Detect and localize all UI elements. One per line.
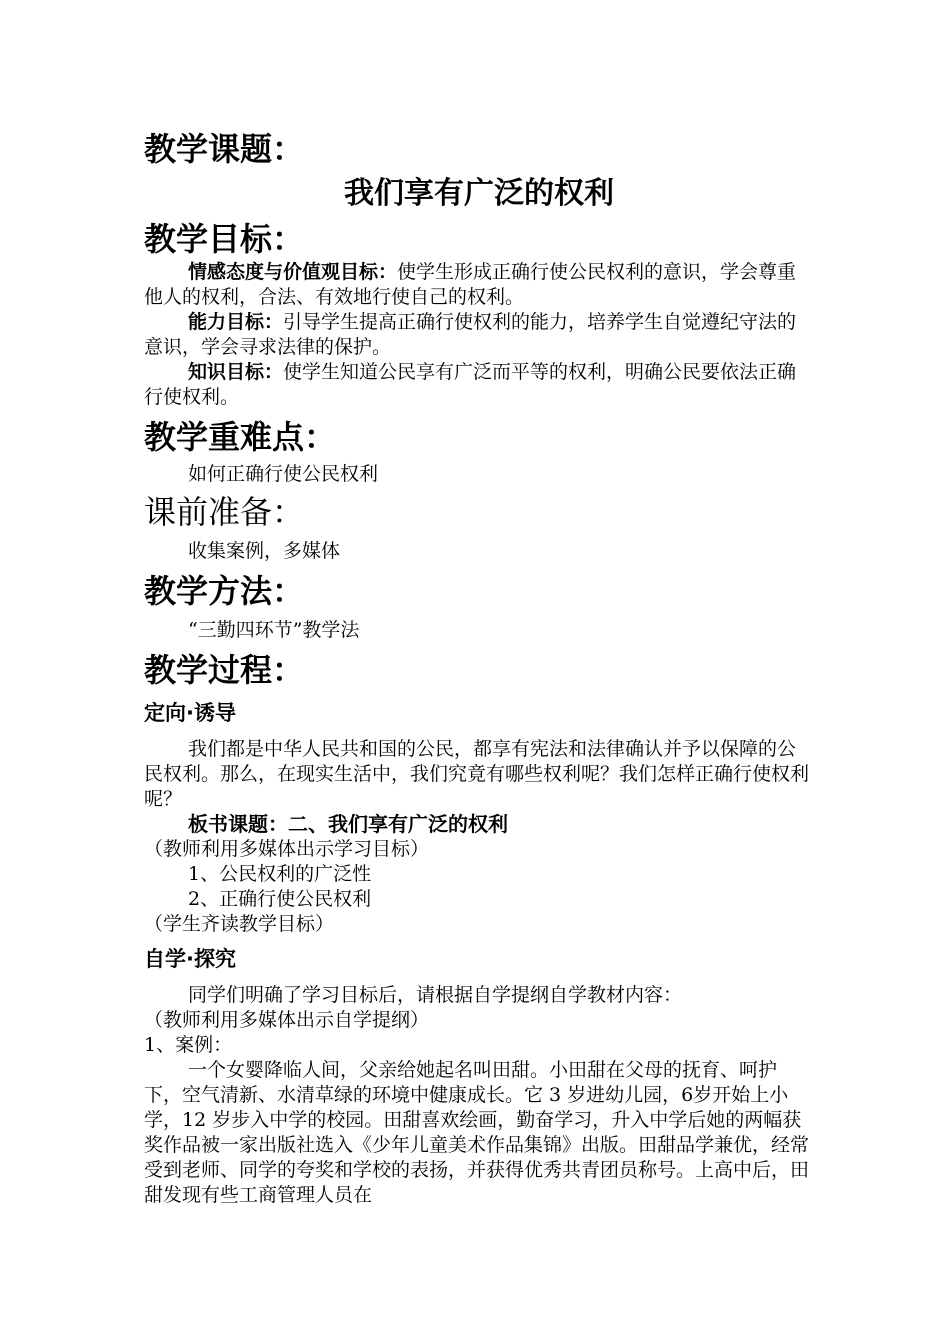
method-text: “三勤四环节”教学法 [188, 619, 360, 641]
heading-preparation: 课前准备： [144, 493, 305, 531]
section-orientation-intro: 我们都是中华人民共和国的公民，都享有宪法和法律确认并予以保障的公民权利。那么，在现实生活中，我们究竟有哪些权利呢？我们怎样正确行使权利呢？ [144, 738, 810, 810]
section-selfstudy-intro: 同学们明确了学习目标后，请根据自学提纲自学教材内容： [188, 984, 683, 1006]
goal-knowledge-label: 知识目标： [188, 361, 284, 383]
goal-knowledge-text: 使学生知道公民享有广泛而平等的权利，明确公民要依法正确行使权利。 [144, 361, 797, 408]
goal-emotion-label: 情感态度与价值观目标： [188, 261, 398, 283]
heading-process: 教学过程： [144, 651, 305, 689]
section-orientation-heading: 定向·诱导 [144, 701, 236, 725]
goal-emotion-text: 使学生形成正确行使公民权利的意识，学会尊重他人的权利，合法、有效地行使自己的权利。 [144, 261, 797, 308]
case-text: 一个女婴降临人间，父亲给她起名叫田甜。小田甜在父母的抚育、呵护下，空气清新、水清草绿的环境中健康成长。它 3 岁进幼儿园，6岁开始上小学，12 岁步入中学的校园。田甜喜欢绘画，勤奋学习，升入中学后她的两幅获奖作品被一家出版社选入《少年儿童美术作品集锦》出版。田甜品学兼优，经常受到老师、同学的夸奖和学校的表扬，并获得优秀共青团员称号。上高中后，田甜发现有些工商管理人员在 [144, 1059, 810, 1206]
note-read-objectives: （学生齐读教学目标） [144, 913, 335, 935]
objective-item-2: 2、正确行使公民权利 [188, 888, 372, 910]
preparation-text: 收集案例，多媒体 [188, 540, 341, 562]
section-selfstudy-heading: 自学·探究 [144, 947, 236, 971]
key-points-text: 如何正确行使公民权利 [188, 463, 379, 485]
goal-ability-label: 能力目标： [188, 311, 284, 333]
page-title: 我们享有广泛的权利 [344, 176, 614, 211]
goal-ability-text: 引导学生提高正确行使权利的能力，培养学生自觉遵纪守法的意识，学会寻求法律的保护。 [144, 311, 797, 358]
heading-topic: 教学课题： [144, 130, 305, 168]
case-label: 1、案例： [144, 1034, 233, 1056]
document-body [144, 128, 814, 1208]
note-objectives: （教师利用多媒体出示学习目标） [144, 838, 430, 860]
heading-method: 教学方法： [144, 572, 305, 610]
note-outline: （教师利用多媒体出示自学提纲） [144, 1009, 430, 1031]
goal-emotion [144, 260, 814, 310]
heading-key-points: 教学重难点： [144, 418, 337, 456]
goal-knowledge [144, 360, 814, 410]
goal-ability [144, 310, 814, 360]
heading-goals: 教学目标： [144, 220, 305, 258]
board-title: 板书课题：二、我们享有广泛的权利 [188, 812, 508, 836]
objective-item-1: 1、公民权利的广泛性 [188, 863, 372, 885]
